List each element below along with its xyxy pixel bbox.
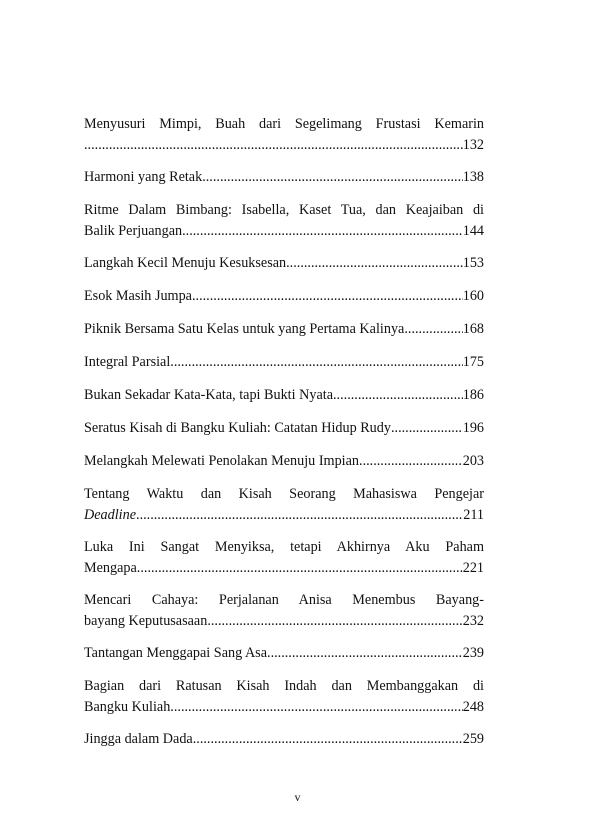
toc-entry-page: 138 [462, 169, 484, 185]
toc-entry-title: Jingga dalam Dada [84, 731, 193, 747]
dot-leader [359, 451, 463, 472]
toc-entry-page: 160 [462, 288, 484, 304]
toc-entry-title: Bangku Kuliah [84, 699, 171, 715]
toc-entry [84, 418, 484, 439]
toc-entry [84, 167, 484, 188]
toc-entry-line [84, 558, 484, 579]
dot-leader [182, 221, 463, 242]
toc-entry-title: Harmoni yang Retak [84, 169, 203, 185]
toc-entry-title: Bukan Sekadar Kata-Kata, tapi Bukti Nyata [84, 387, 333, 403]
toc-entry-title: Seratus Kisah di Bangku Kuliah: Catatan Hidup Rudy [84, 420, 391, 436]
dot-leader [404, 319, 462, 340]
toc-entry-title: Balik Perjuangan [84, 223, 183, 239]
toc-entry-title: Deadline [84, 507, 137, 523]
dot-leader [267, 643, 463, 664]
toc-entry-title-line: Menyusuri Mimpi, Buah dari Segelimang Frustasi Kemarin [84, 116, 484, 132]
dot-leader [391, 418, 463, 439]
toc-entry-page: 196 [462, 420, 484, 436]
toc-entry [84, 253, 484, 274]
toc-entry-line [84, 697, 484, 718]
toc-entry [84, 590, 484, 632]
toc-entry-line [84, 319, 484, 340]
toc-entry-title: Mengapa [84, 560, 137, 576]
toc-entry [84, 352, 484, 373]
page-number: v [294, 790, 301, 804]
dot-leader [84, 135, 463, 156]
toc-entry-title: Tantangan Menggapai Sang Asa [84, 645, 268, 661]
dot-leader [207, 611, 462, 632]
toc-entry-page: 248 [462, 699, 484, 715]
toc-entry [84, 729, 484, 750]
toc-entry-line [84, 167, 484, 188]
toc-entry-line [84, 451, 484, 472]
toc-entry-title: Esok Masih Jumpa [84, 288, 192, 304]
toc-entry-line [84, 505, 484, 526]
toc-entry-line [84, 643, 484, 664]
toc-entry-line [84, 352, 484, 373]
toc-entry-page: 211 [463, 507, 484, 523]
toc-entry-page: 232 [462, 613, 484, 629]
toc-entry-page: 132 [462, 137, 484, 153]
toc-entry-title: Integral Parsial [84, 354, 171, 370]
toc-entry-line [84, 418, 484, 439]
toc-entry-page: 221 [462, 560, 484, 576]
toc-entry-page: 175 [462, 354, 484, 370]
toc-entry [84, 286, 484, 307]
dot-leader [170, 352, 462, 373]
toc-entry-title-line: Tentang Waktu dan Kisah Seorang Mahasiswa Pengejar [84, 486, 484, 502]
dot-leader [136, 505, 463, 526]
dot-leader [170, 697, 462, 718]
dot-leader [137, 558, 463, 579]
toc-entry-line [84, 286, 484, 307]
toc-entry [84, 451, 484, 472]
toc-entry-title: bayang Keputusasaan [84, 613, 208, 629]
toc-entry-line [84, 253, 484, 274]
table-of-contents [84, 114, 484, 762]
toc-entry-page: 239 [462, 645, 484, 661]
toc-entry-page: 203 [462, 453, 484, 469]
toc-entry-title-line: Bagian dari Ratusan Kisah Indah dan Membanggakan di [84, 678, 484, 694]
toc-entry-title-line: Ritme Dalam Bimbang: Isabella, Kaset Tua, dan Keajaiban di [84, 202, 484, 218]
dot-leader [202, 167, 463, 188]
toc-entry-page: 168 [462, 321, 484, 337]
dot-leader [192, 286, 463, 307]
toc-entry-page: 259 [462, 731, 484, 747]
toc-entry-title-line: Luka Ini Sangat Menyiksa, tetapi Akhirnya Aku Paham [84, 539, 484, 555]
toc-entry [84, 385, 484, 406]
toc-entry-title-line: Mencari Cahaya: Perjalanan Anisa Menembus Bayang- [84, 592, 484, 608]
toc-entry-page: 186 [462, 387, 484, 403]
toc-entry [84, 319, 484, 340]
toc-entry-line [84, 221, 484, 242]
dot-leader [193, 729, 463, 750]
toc-entry-page: 153 [462, 255, 484, 271]
toc-entry [84, 200, 484, 242]
toc-entry-title: Melangkah Melewati Penolakan Menuju Impian [84, 453, 360, 469]
dot-leader [286, 253, 463, 274]
toc-entry [84, 643, 484, 664]
toc-entry-page: 144 [462, 223, 484, 239]
toc-entry [84, 484, 484, 526]
toc-entry-line [84, 135, 484, 156]
toc-entry-line [84, 729, 484, 750]
toc-entry [84, 114, 484, 156]
toc-entry [84, 537, 484, 579]
toc-entry-title: Piknik Bersama Satu Kelas untuk yang Pertama Kalinya [84, 321, 405, 337]
toc-entry [84, 676, 484, 718]
dot-leader [333, 385, 463, 406]
toc-entry-title: Langkah Kecil Menuju Kesuksesan [84, 255, 287, 271]
toc-entry-line [84, 385, 484, 406]
toc-entry-line [84, 611, 484, 632]
